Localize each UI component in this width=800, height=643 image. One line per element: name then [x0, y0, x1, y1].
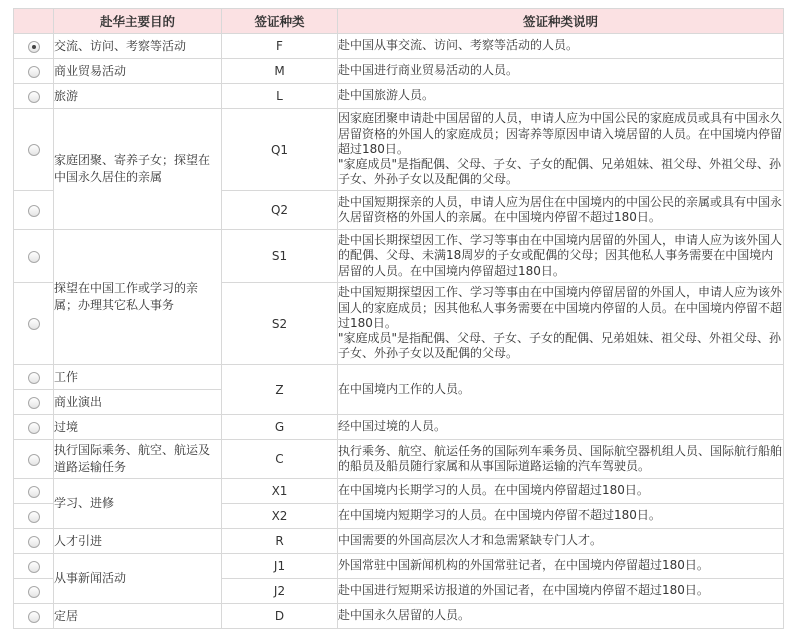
- select-cell: [14, 34, 54, 59]
- radio-button[interactable]: [28, 397, 40, 409]
- select-cell: [14, 109, 54, 191]
- description-cell: 中国需要的外国高层次人才和急需紧缺专门人才。: [338, 529, 784, 554]
- visa-type-cell: S1: [222, 230, 338, 283]
- purpose-cell: 工作: [54, 365, 222, 390]
- description-cell: 赴中国永久居留的人员。: [338, 604, 784, 629]
- table-row: [14, 84, 784, 109]
- radio-button[interactable]: [28, 422, 40, 434]
- header-visa-type: 签证种类: [222, 9, 338, 34]
- table-row: [14, 365, 784, 390]
- visa-type-cell: M: [222, 59, 338, 84]
- table-row: [14, 554, 784, 579]
- radio-button[interactable]: [28, 454, 40, 466]
- header-visa-description: 签证种类说明: [338, 9, 784, 34]
- purpose-cell: 人才引进: [54, 529, 222, 554]
- description-cell: 赴中国旅游人员。: [338, 84, 784, 109]
- visa-type-cell: X2: [222, 504, 338, 529]
- radio-button[interactable]: [28, 561, 40, 573]
- table-row: [14, 415, 784, 440]
- select-cell: [14, 479, 54, 504]
- select-cell: [14, 529, 54, 554]
- purpose-cell: 家庭团聚、寄养子女；探望在中国永久居住的亲属: [54, 109, 222, 230]
- select-cell: [14, 59, 54, 84]
- select-cell: [14, 230, 54, 283]
- table-row: [14, 479, 784, 504]
- description-cell: 赴中国进行商业贸易活动的人员。: [338, 59, 784, 84]
- radio-button[interactable]: [28, 486, 40, 498]
- radio-button[interactable]: [28, 91, 40, 103]
- radio-button[interactable]: [28, 144, 40, 156]
- visa-type-cell: F: [222, 34, 338, 59]
- description-cell: 在中国境内短期学习的人员。在中国境内停留不超过180日。: [338, 504, 784, 529]
- select-cell: [14, 365, 54, 390]
- table-row: [14, 604, 784, 629]
- radio-button[interactable]: [28, 66, 40, 78]
- purpose-cell: 过境: [54, 415, 222, 440]
- description-cell: 经中国过境的人员。: [338, 415, 784, 440]
- visa-type-cell: J2: [222, 579, 338, 604]
- table-row: [14, 34, 784, 59]
- visa-type-cell: L: [222, 84, 338, 109]
- purpose-cell: 从事新闻活动: [54, 554, 222, 604]
- radio-button[interactable]: [28, 205, 40, 217]
- description-cell: 在中国境内长期学习的人员。在中国境内停留超过180日。: [338, 479, 784, 504]
- visa-type-cell: D: [222, 604, 338, 629]
- description-cell: 执行乘务、航空、航运任务的国际列车乘务员、国际航空器机组人员、国际航行船舶的船员及船员随行家属和从事国际道路运输的汽车驾驶员。: [338, 440, 784, 479]
- select-cell: [14, 191, 54, 230]
- description-cell: 赴中国短期探望因工作、学习等事由在中国境内停留居留的外国人，申请人应为该外国人的家庭成员；因其他私人事务需要在中国境内停留的人员。在中国境内停留不超过180日。 "家庭成员"是指配偶、父母、子女、子女的配偶、兄弟姐妹、祖父母、外祖父母、孙子女、外孙子女以及配偶的父母。: [338, 283, 784, 365]
- radio-button[interactable]: [28, 372, 40, 384]
- radio-button[interactable]: [28, 41, 40, 53]
- purpose-cell: 商业贸易活动: [54, 59, 222, 84]
- select-cell: [14, 604, 54, 629]
- visa-type-cell: C: [222, 440, 338, 479]
- description-cell: 赴中国长期探望因工作、学习等事由在中国境内居留的外国人，申请人应为该外国人的配偶、父母、未满18周岁的子女或配偶的父母；因其他私人事务需要在中国境内居留的人员。在中国境内停留超过180日。: [338, 230, 784, 283]
- select-cell: [14, 554, 54, 579]
- description-cell: 赴中国进行短期采访报道的外国记者，在中国境内停留不超过180日。: [338, 579, 784, 604]
- header-select: [14, 9, 54, 34]
- purpose-cell: 探望在中国工作或学习的亲属；办理其它私人事务: [54, 230, 222, 365]
- radio-button[interactable]: [28, 251, 40, 263]
- visa-type-cell: J1: [222, 554, 338, 579]
- purpose-cell: 商业演出: [54, 390, 222, 415]
- description-cell: 因家庭团聚申请赴中国居留的人员，申请人应为中国公民的家庭成员或具有中国永久居留资格的外国人的家庭成员；因寄养等原因申请入境居留的人员。在中国境内停留超过180日。 "家庭成员"是指配偶、父母、子女、子女的配偶、兄弟姐妹、祖父母、外祖父母、孙子女、外孙子女以及配偶的父母。: [338, 109, 784, 191]
- visa-type-cell: Z: [222, 365, 338, 415]
- select-cell: [14, 504, 54, 529]
- visa-type-cell: S2: [222, 283, 338, 365]
- radio-button[interactable]: [28, 511, 40, 523]
- select-cell: [14, 84, 54, 109]
- radio-button[interactable]: [28, 318, 40, 330]
- table-row: [14, 529, 784, 554]
- table-row: [14, 109, 784, 191]
- radio-button[interactable]: [28, 586, 40, 598]
- description-cell: 外国常驻中国新闻机构的外国常驻记者，在中国境内停留超过180日。: [338, 554, 784, 579]
- description-cell: 赴中国短期探亲的人员，申请人应为居住在中国境内的中国公民的亲属或具有中国永久居留资格的外国人的亲属。在中国境内停留不超过180日。: [338, 191, 784, 230]
- description-cell: 赴中国从事交流、访问、考察等活动的人员。: [338, 34, 784, 59]
- visa-type-cell: Q1: [222, 109, 338, 191]
- table-row: [14, 440, 784, 479]
- purpose-cell: 执行国际乘务、航空、航运及道路运输任务: [54, 440, 222, 479]
- visa-type-cell: G: [222, 415, 338, 440]
- radio-button[interactable]: [28, 611, 40, 623]
- table-row: [14, 230, 784, 283]
- radio-button[interactable]: [28, 536, 40, 548]
- purpose-cell: 旅游: [54, 84, 222, 109]
- header-purpose: 赴华主要目的: [54, 9, 222, 34]
- purpose-cell: 学习、进修: [54, 479, 222, 529]
- visa-type-table: [13, 8, 784, 629]
- select-cell: [14, 415, 54, 440]
- visa-type-cell: Q2: [222, 191, 338, 230]
- table-row: [14, 59, 784, 84]
- visa-type-cell: X1: [222, 479, 338, 504]
- select-cell: [14, 579, 54, 604]
- select-cell: [14, 283, 54, 365]
- table-header-row: [14, 9, 784, 34]
- select-cell: [14, 440, 54, 479]
- purpose-cell: 交流、访问、考察等活动: [54, 34, 222, 59]
- purpose-cell: 定居: [54, 604, 222, 629]
- description-cell: 在中国境内工作的人员。: [338, 365, 784, 415]
- select-cell: [14, 390, 54, 415]
- visa-type-cell: R: [222, 529, 338, 554]
